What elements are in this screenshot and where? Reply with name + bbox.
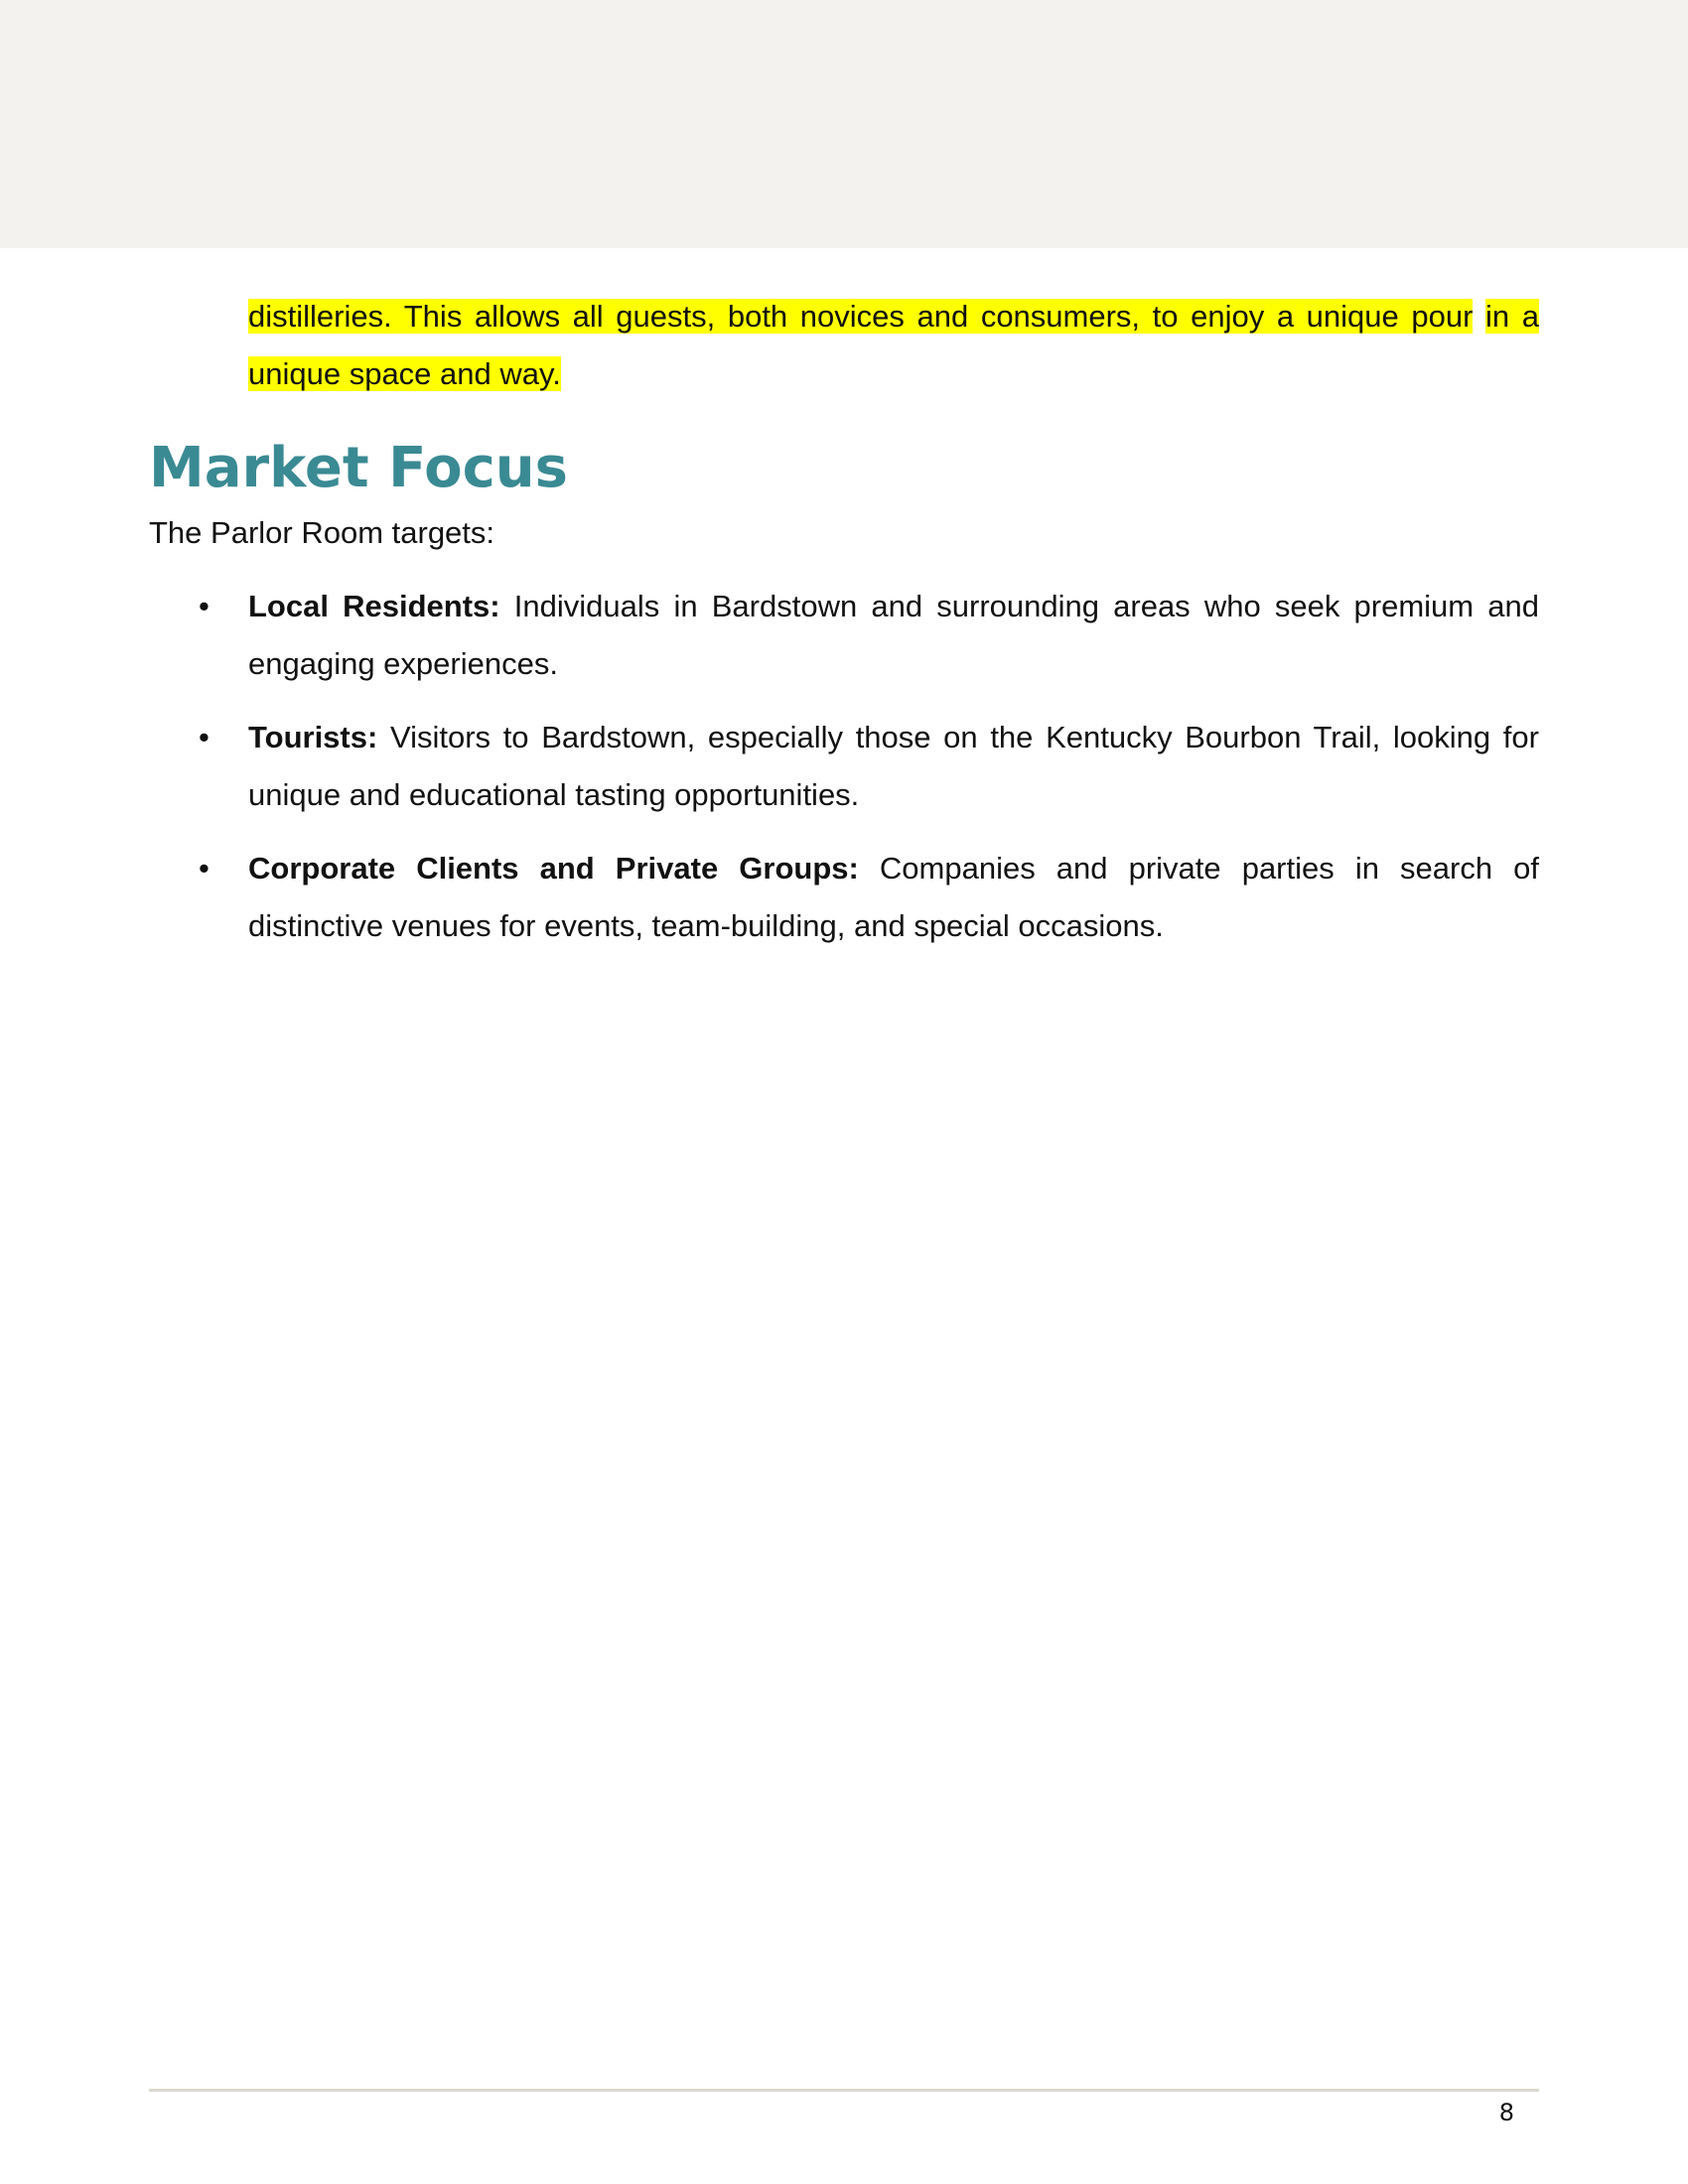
list-item-local-residents xyxy=(149,578,1539,693)
highlighted-text-line-1: distilleries. This allows all guests, both novices and consumers, to enjoy a unique pour xyxy=(248,299,1474,334)
page-body xyxy=(149,288,1539,971)
bullet-term: Tourists: xyxy=(248,720,378,754)
bullet-text: Companies and private parties in search of distinctive venues for events, team-building, and special occasions. xyxy=(248,851,1539,943)
bullet-icon: • xyxy=(199,851,210,886)
bullet-term: Corporate Clients and Private Groups: xyxy=(248,851,859,886)
bullet-term: Local Residents: xyxy=(248,589,500,623)
page-header-band xyxy=(0,0,1688,248)
highlighted-text-line-2: in a unique space and way. xyxy=(248,299,1539,391)
target-market-list xyxy=(149,578,1539,955)
bullet-icon: • xyxy=(199,720,210,754)
list-item-corporate-clients xyxy=(149,840,1539,955)
page-number: 8 xyxy=(1498,2099,1514,2126)
footer-divider xyxy=(149,2089,1539,2092)
list-item-tourists xyxy=(149,709,1539,824)
section-intro: The Parlor Room targets: xyxy=(149,515,495,550)
bullet-text: Visitors to Bardstown, especially those on the Kentucky Bourbon Trail, looking for unique and educational tasting opportunities. xyxy=(248,720,1539,812)
section-heading: Market Focus xyxy=(149,436,568,500)
continued-paragraph xyxy=(248,288,1539,403)
bullet-text: Individuals in Bardstown and surrounding areas who seek premium and engaging experiences. xyxy=(248,589,1539,681)
bullet-icon: • xyxy=(199,589,210,623)
